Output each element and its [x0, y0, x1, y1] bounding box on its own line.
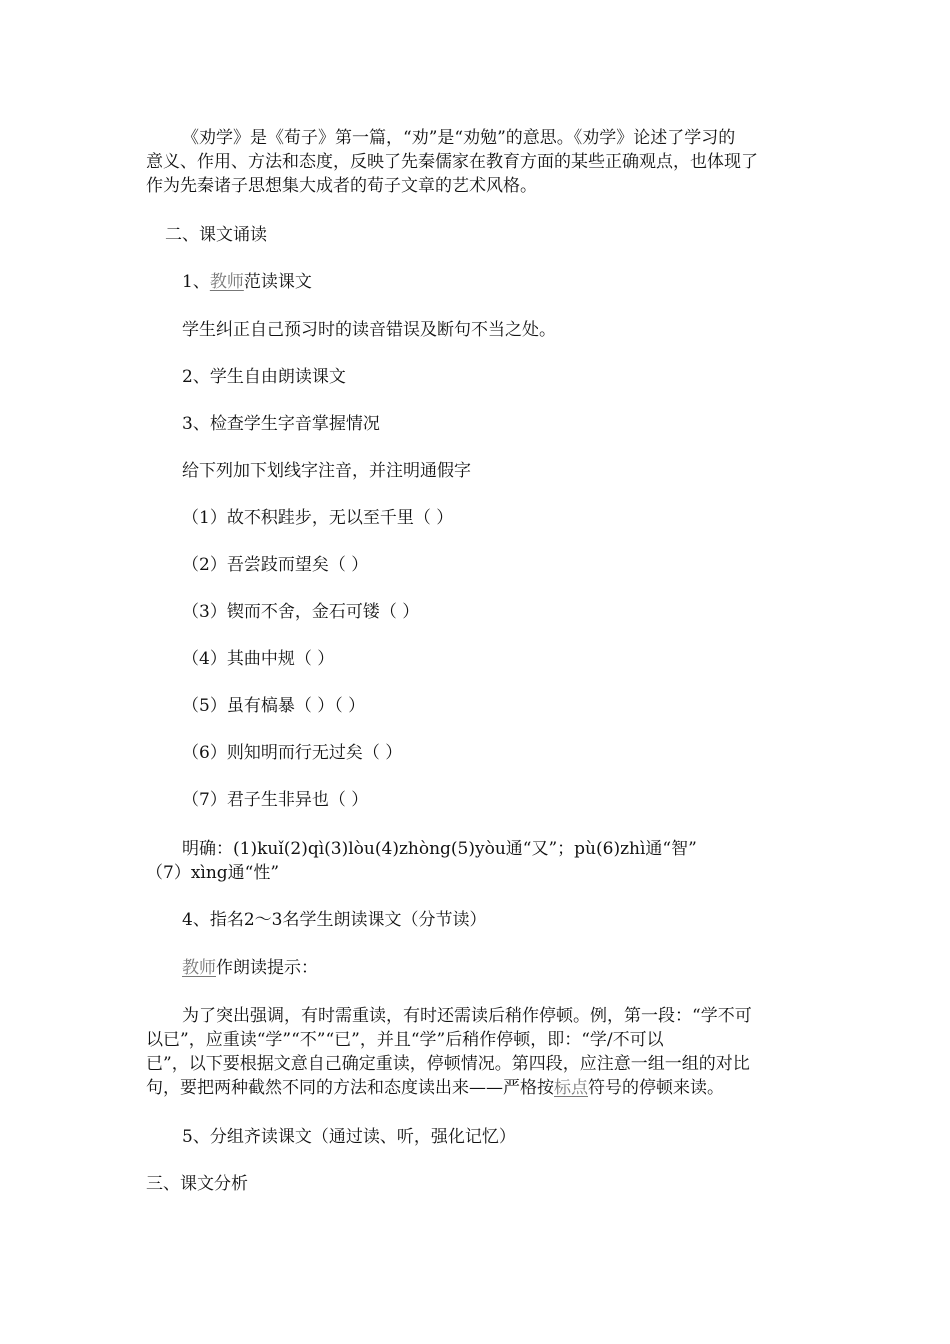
tip-line-4-prefix: 句，要把两种截然不同的方法和态度读出来——严格按	[146, 1078, 554, 1098]
intro-line-2: 意义、作用、方法和态度，反映了先秦儒家在教育方面的某些正确观点，也体现了	[146, 152, 758, 172]
tip-line-3: 已”，以下要根据文意自己确定重读，停顿情况。第四段，应注意一组一组的对比	[146, 1054, 750, 1074]
step-3: 3、检查学生字音掌握情况	[182, 414, 380, 434]
question-item: （4）其曲中规（ ）	[182, 649, 335, 669]
step-1	[182, 270, 312, 294]
step-3-intro: 给下列加下划线字注音，并注明通假字	[182, 461, 471, 481]
question-item: （2）吾尝跂而望矣（ ）	[182, 555, 369, 575]
tip-line-1: 为了突出强调，有时需重读，有时还需读后稍作停顿。例，第一段：“学不可	[182, 1006, 752, 1026]
question-item: （7）君子生非异也（ ）	[182, 790, 369, 810]
answer-line-1: 明确：(1)kuǐ(2)qì(3)lòu(4)zhòng(5)yòu通“又”；pù(6)zhì通“智”	[182, 839, 697, 859]
step-1-note: 学生纠正自己预习时的读音错误及断句不当之处。	[182, 320, 556, 340]
step-2: 2、学生自由朗读课文	[182, 367, 346, 387]
step-4-tip	[182, 956, 318, 980]
intro-line-3: 作为先秦诸子思想集大成者的荀子文章的艺术风格。	[146, 176, 537, 196]
question-item: （3）锲而不舍，金石可镂（ ）	[182, 602, 420, 622]
step-4-tip-suffix: 作朗读提示：	[216, 958, 318, 978]
question-item: （5）虽有槁暴（ ）（ ）	[182, 696, 366, 716]
teacher-link[interactable]: 教师	[209, 272, 244, 292]
question-item: （6）则知明而行无过矣（ ）	[182, 743, 403, 763]
teacher-link[interactable]: 教师	[182, 958, 216, 978]
section-title-recitation: 二、课文诵读	[165, 225, 267, 245]
punctuation-link[interactable]: 标点	[554, 1078, 588, 1098]
step-1-suffix: 范读课文	[243, 272, 312, 292]
tip-line-2: 以已”，应重读“学”“不”“已”，并且“学”后稍作停顿，即：“学/不可以	[146, 1030, 664, 1050]
step-4: 4、指名2～3名学生朗读课文（分节读）	[182, 910, 487, 930]
tip-line-4-suffix: 符号的停顿来读。	[588, 1078, 724, 1098]
tip-line-4	[146, 1076, 724, 1100]
step-5: 5、分组齐读课文（通过读、听，强化记忆）	[182, 1127, 516, 1147]
question-item: （1）故不积跬步，无以至千里（ ）	[182, 508, 454, 528]
answer-line-2: （7）xìng通“性”	[146, 863, 280, 883]
section-title-analysis: 三、课文分析	[146, 1174, 248, 1194]
step-1-prefix: 1、	[182, 272, 210, 292]
intro-line-1: 《劝学》是《荀子》第一篇，“劝”是“劝勉”的意思。《劝学》论述了学习的	[182, 128, 736, 148]
